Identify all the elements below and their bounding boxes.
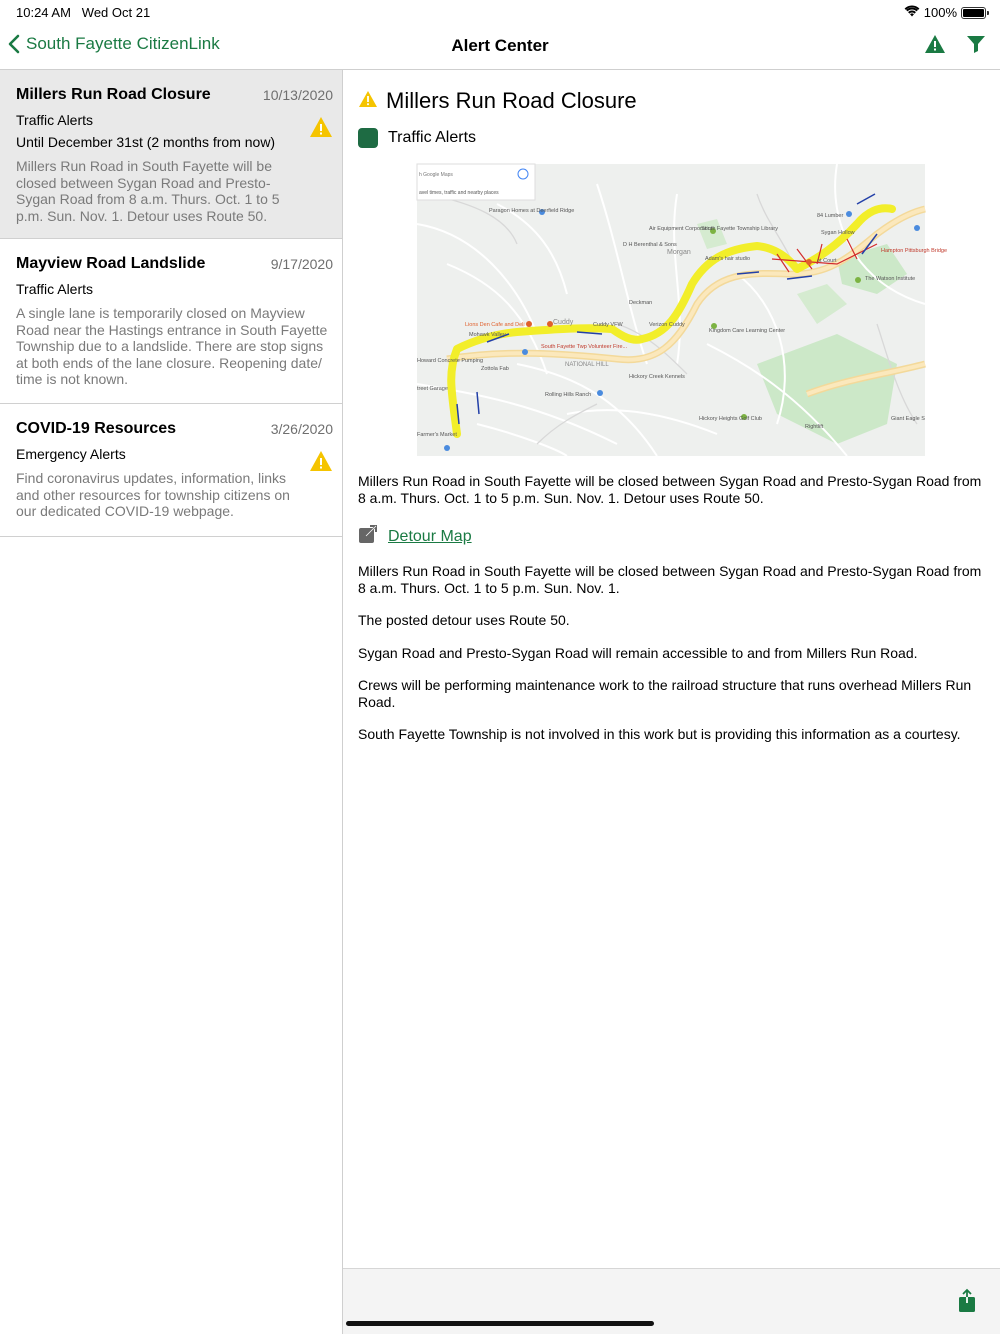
- back-button-label: South Fayette CitizenLink: [26, 34, 220, 53]
- detour-map-image[interactable]: [417, 164, 948, 456]
- map-label: Adam's hair studio: [705, 256, 751, 262]
- detail-paragraph: The posted detour uses Route 50.: [358, 612, 570, 628]
- map-label: Cuddy VFW: [593, 322, 623, 328]
- detail-summary: Millers Run Road in South Fayette will be closed between Sygan Road and Presto-Sygan Road from 8 a.m. Thurs. Oct. 1 to 5 p.m. Sun. Nov. 1. Detour uses Route 50.: [358, 473, 982, 506]
- map-label: Hickory Heights Golf Club: [699, 416, 762, 422]
- detour-map-link[interactable]: Detour Map: [388, 527, 472, 545]
- map-label: The Watson Institute: [865, 276, 916, 282]
- alert-description: Millers Run Road in South Fayette will be closed between Sygan Road and Presto-Sygan Road from 8 a.m. Thurs. Oct. 1 to 5 p.m. Sun. Nov. 1. Detour uses Route 50.: [16, 158, 280, 224]
- alert-description: Find coronavirus updates, information, links and other resources for township citizens on our dedicated COVID-19 webpage.: [16, 470, 290, 519]
- alert-date: 9/17/2020: [270, 256, 333, 272]
- wifi-icon: [904, 5, 920, 20]
- detour-map-link-row[interactable]: [358, 524, 472, 549]
- alert-list: [0, 70, 342, 1334]
- detail-category: [358, 128, 476, 148]
- detail-title: Millers Run Road Closure: [386, 88, 637, 113]
- status-indicators: [904, 5, 986, 20]
- detail-paragraph: Millers Run Road in South Fayette will be closed between Sygan Road and Presto-Sygan Road from 8 a.m. Thurs. Oct. 1 to 5 p.m. Sun. Nov. 1.: [358, 563, 982, 596]
- warning-icon: [924, 34, 946, 54]
- map-label: ot Court: [817, 258, 837, 264]
- share-button[interactable]: [958, 1289, 976, 1318]
- map-label: NATIONAL HILL: [565, 362, 609, 368]
- nav-actions: [924, 34, 986, 59]
- map-label: Kingdom Care Learning Center: [709, 328, 786, 334]
- alert-list-item[interactable]: [0, 70, 342, 239]
- navigation-bar: [0, 24, 1000, 70]
- alert-list-item[interactable]: [0, 239, 342, 404]
- detail-body: [358, 563, 988, 759]
- share-icon: [958, 1289, 976, 1313]
- warning-icon: [309, 450, 333, 477]
- filter-icon: [966, 34, 986, 54]
- map-label: Hampton Pittsburgh Bridge: [881, 248, 948, 254]
- filter-button[interactable]: [966, 34, 986, 59]
- detail-paragraph: Crews will be performing maintenance work to the railroad structure that runs overhead Millers Run Road.: [358, 677, 972, 710]
- map-label: Rolling Hills Ranch: [545, 392, 592, 398]
- map-label: Lions Den Cafe and Deli: [465, 322, 525, 328]
- map-search-hint: avel times, traffic and nearby places: [419, 190, 499, 196]
- map-label: Mohawk Valley: [469, 332, 506, 338]
- map-label: Verizon Cuddy: [649, 322, 685, 328]
- map-label: Air Equipment Corporation: [649, 226, 714, 232]
- alert-date: 3/26/2020: [270, 421, 333, 437]
- map-label: South Fayette Twp Volunteer Fire...: [541, 344, 628, 350]
- warning-icon: [358, 90, 378, 113]
- detail-header: [358, 88, 637, 114]
- map-label: Deckman: [629, 300, 653, 306]
- map-label: Hickory Creek Kennels: [629, 374, 685, 380]
- warning-filter-button[interactable]: [924, 34, 946, 59]
- battery-percent: 100%: [923, 5, 957, 20]
- map-label: Morgan: [667, 249, 691, 256]
- alert-category: Traffic Alerts: [16, 112, 94, 128]
- alert-title: Millers Run Road Closure: [16, 86, 211, 103]
- alert-category: Traffic Alerts: [16, 281, 94, 297]
- map-label: treet Garage: [417, 386, 448, 392]
- alert-title: Mayview Road Landslide: [16, 255, 206, 272]
- map-label: Farmer's Market: [417, 432, 457, 438]
- map-label: 84 Lumber: [817, 213, 844, 219]
- map-label: Paragon Homes at Deerfield Ridge: [489, 208, 575, 214]
- battery-icon: [961, 7, 986, 19]
- alert-list-item[interactable]: [0, 404, 342, 537]
- detail-paragraph: South Fayette Township is not involved in this work but is providing this information as a courtesy.: [358, 726, 961, 742]
- map-label: Sygan Hollow: [821, 230, 855, 236]
- alert-description: A single lane is temporarily closed on Mayview Road near the Hastings entrance in South Fayette Township due to a landslide. There are stop signs at both ends of the lane closure. Reopening date/ time is not known.: [16, 305, 328, 387]
- map-label: Zottola Fab: [481, 366, 509, 372]
- map-label: South Fayette Township Library: [701, 226, 778, 232]
- map-label: Giant Eagle S: [891, 416, 925, 422]
- alert-detail: [343, 70, 1000, 1268]
- page-title: Alert Center: [451, 36, 549, 55]
- map-label: Cuddy: [553, 319, 574, 326]
- alert-until: Until December 31st (2 months from now): [16, 134, 276, 150]
- detail-paragraph: Sygan Road and Presto-Sygan Road will remain accessible to and from Millers Run Road.: [358, 644, 918, 661]
- external-link-icon: [358, 524, 378, 549]
- map-label: Rightlift: [805, 424, 824, 430]
- alert-category: Emergency Alerts: [16, 446, 126, 462]
- detail-category-label: Traffic Alerts: [388, 129, 477, 146]
- map-search-placeholder: h Google Maps: [419, 172, 453, 178]
- map-label: Howard Concrete Pumping: [417, 358, 484, 364]
- status-bar: [0, 0, 1000, 24]
- alert-title: COVID-19 Resources: [16, 420, 177, 437]
- status-time: 10:24 AM Wed Oct 21: [16, 5, 151, 20]
- home-indicator: [346, 1321, 654, 1326]
- warning-icon: [309, 116, 333, 143]
- category-swatch: [358, 128, 378, 148]
- alert-date: 10/13/2020: [262, 87, 333, 103]
- map-label: D H Berenthal & Sons: [623, 242, 677, 248]
